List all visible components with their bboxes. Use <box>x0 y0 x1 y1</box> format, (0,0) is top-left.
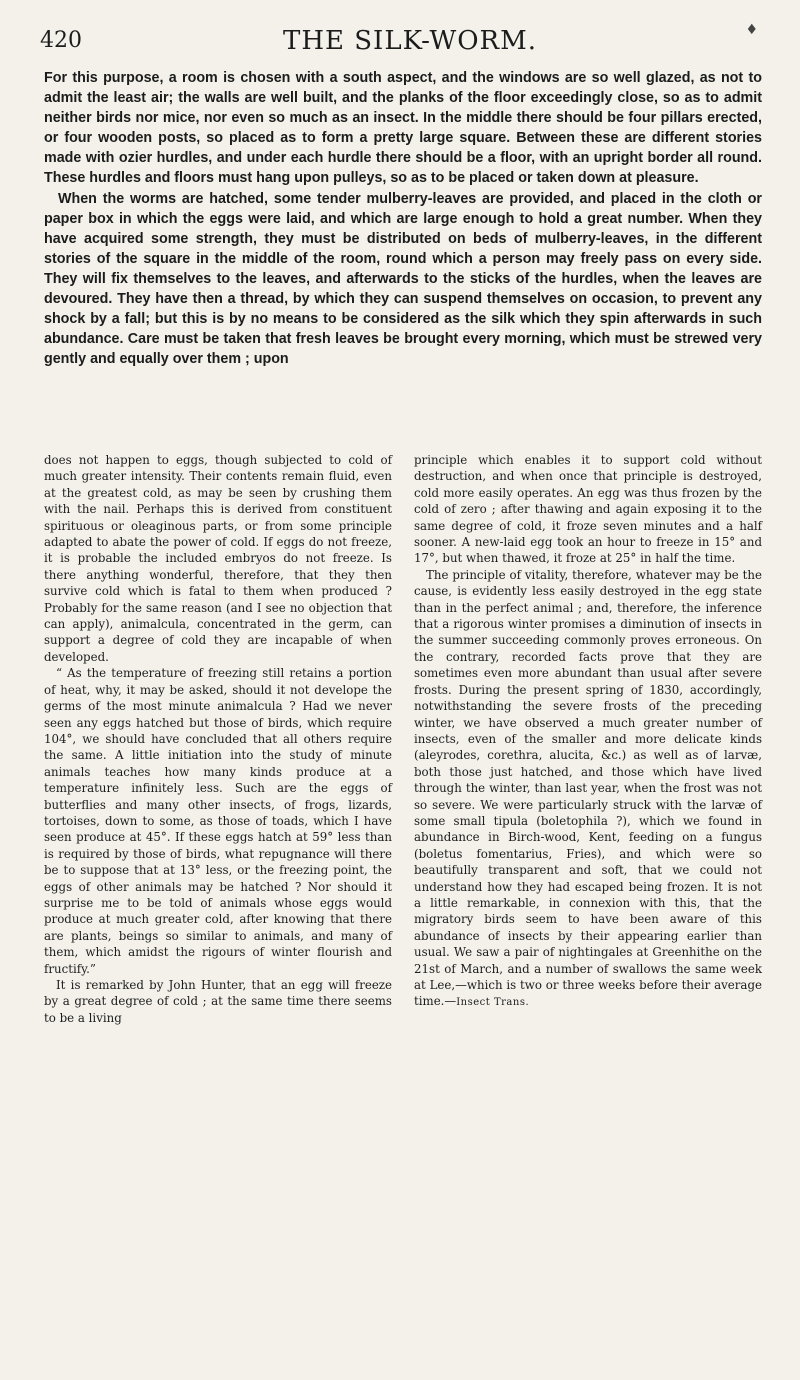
page-number: 420 <box>40 28 82 53</box>
left-column <box>44 452 392 1026</box>
paragraph: “ As the temperature of freezing still retains a portion of heat, why, it may be asked, should it not develope the germs of the most minute animalcula ? Had we never seen any eggs hatched but those of birds, which require 104°, we should have concluded that all others require the same. A little initiation into the study of minute animals teaches how many kinds produce at a temperature infinitely less. Such are the eggs of butterflies and many other insects, of frogs, lizards, tortoises, down to some, as those of toads, which I have seen produce at 45°. If these eggs hatch at 59° less than is required by those of birds, what repugnance will there be to suppose that at 13° less, or the freezing point, the eggs of other animals may be hatched ? Nor should it surprise me to be told of animals whose eggs would produce at much greater cold, after knowing that there are plants, beings so similar to animals, and many of them, which amidst the rigours of winter flourish and fructify.” <box>44 666 392 976</box>
lead-paragraph: For this purpose, a room is chosen with a south aspect, and the windows are so well glazed, as not to admit the least air; the walls are well built, and the planks of the floor exceedingly close, so as to admit neither birds nor mice, nor even so much as an insect. In the middle there should be four pillars erected, or four wooden posts, so placed as to form a pretty large square. Between these are different stories made with ozier hurdles, and under each hurdle there should be a floor, with an upright border all round. These hurdles and floors must hang upon pulleys, so as to be placed or taken down at pleasure. <box>44 70 762 187</box>
right-column <box>414 452 762 1012</box>
two-column-body <box>44 452 762 1352</box>
running-title: THE SILK-WORM. <box>282 26 537 56</box>
paragraph <box>414 567 762 1012</box>
paragraph: does not happen to eggs, though subjected to cold of much greater intensity. Their contents remain fluid, even at the greatest cold, as may be seen by crushing them with the nail. Perhaps this is derived from constituent spirituous or oleaginous parts, or from some principle adapted to abate the power of cold. If eggs do not freeze, it is probable the included embryos do not freeze. Is there anything wonderful, therefore, that they then survive cold which is fatal to them when produced ? Probably for the same reason (and I see no objection that can apply), animalcula, concentrated in the germ, can support a degree of cold they are incapable of when developed. <box>44 453 392 664</box>
paragraph-text: The principle of vitality, therefore, whatever may be the cause, is evidently less easily destroyed in the egg state than in the perfect animal ; and, therefore, the inference that a rigorous winter promises a diminution of insects in the summer succeeding commonly proves erroneous. On the contrary, recorded facts prove that they are sometimes even more abundant than usual after severe frosts. During the present spring of 1830, accordingly, notwithstanding the severe frosts of the preceding winter, we have observed a much greater number of insects, even of the smaller and more delicate kinds (aleyrodes, corethra, alucita, &c.) as well as of larvæ, both those just hatched, and those which have lived through the winter, than last year, when the frost was not so severe. We were particularly struck with the larvæ of some small tipula (boletophila ?), which we found in abundance in Birch-wood, Kent, feeding on a fungus (boletus fomentarius, Fries), and which were so beautifully transparent and soft, that we could not understand how they had escaped being frozen. It is not a little remarkable, in connexion with this, that the migratory birds seem to have been aware of this abundance of insects by their appearing earlier than usual. We saw a pair of nightingales at Greenhithe on the 21st of March, and a number of swallows the same week at Lee,—which is two or three weeks before their average time.— <box>414 567 762 1009</box>
lead-paragraph: When the worms are hatched, some tender mulberry-leaves are provided, and placed in the cloth or paper box in which the eggs were laid, and which are large enough to hold a great number. When they have acquired some strength, they must be distributed on beds of mulberry-leaves, in the different stories of the square in the middle of the room, round which a person may freely pass on every side. They will fix themselves to the leaves, and afterwards to the sticks of the hurdles, when the leaves are devoured. They have then a thread, by which they can suspend themselves on occasion, to prevent any shock by a fall; but this is by no means to be considered as the silk which they spin afterwards in such abundance. Care must be taken that fresh leaves be brought every morning, which must be strewed very gently and equally over them ; upon <box>44 190 762 368</box>
page-header <box>40 22 780 62</box>
paragraph: It is remarked by John Hunter, that an egg will freeze by a great degree of cold ; at the same time there seems to be a living <box>44 978 392 1025</box>
lead-text <box>44 68 762 369</box>
paragraph: principle which enables it to support cold without destruction, and when once that principle is destroyed, cold more easily operates. An egg was thus frozen by the cold of zero ; after thawing and again exposing it to the same degree of cold, it froze seven minutes and a half sooner. A new-laid egg took an hour to freeze in 15° and 17°, but when thawed, it froze at 25° in half the time. <box>414 453 762 566</box>
corner-mark: ♦ <box>745 22 758 38</box>
source-signature: Insect Trans. <box>456 997 530 1009</box>
